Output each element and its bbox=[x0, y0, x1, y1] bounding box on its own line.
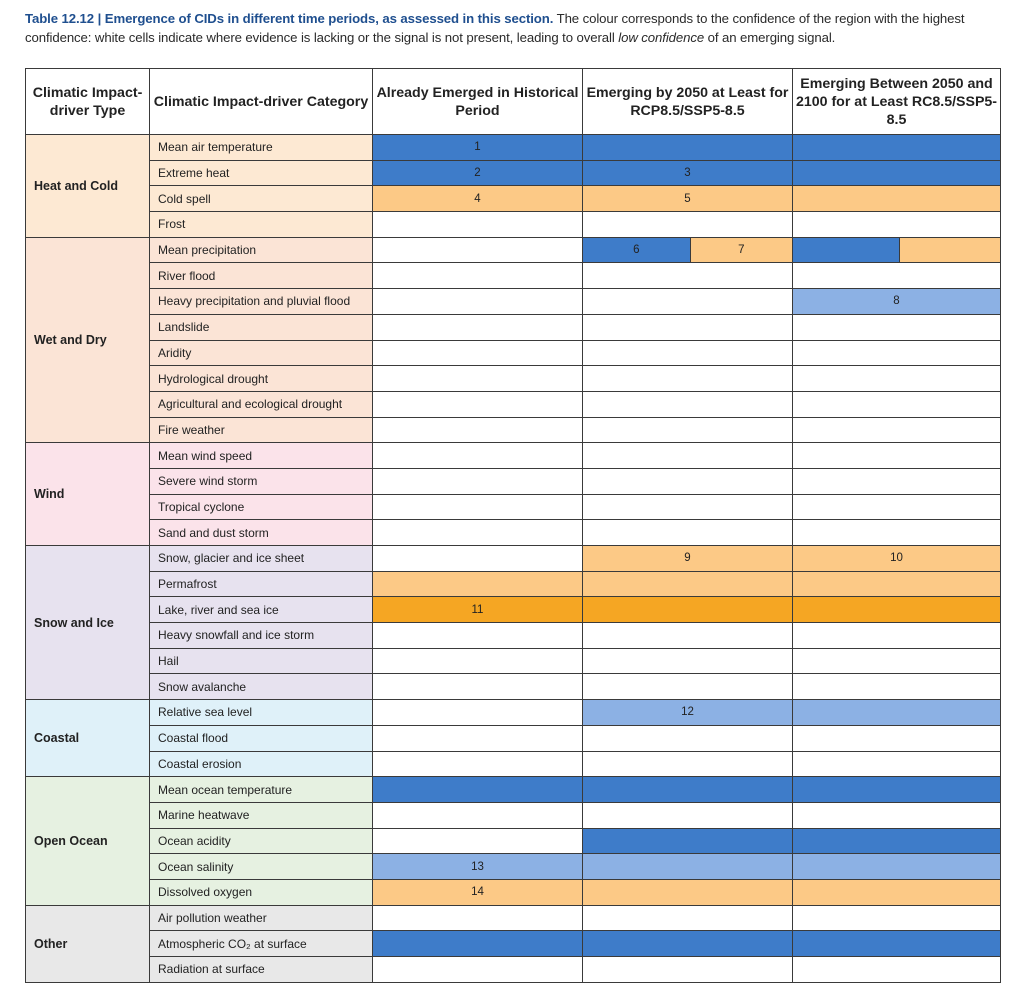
table-row bbox=[26, 571, 1001, 597]
cell-2050-2100 bbox=[793, 725, 1001, 751]
caption-emphasis: low confidence bbox=[618, 30, 705, 45]
cell-2050-2100 bbox=[793, 160, 1001, 186]
caption-text-1: The colour corresponds to the confidence of the region with the highest confidence: white cells indicate where evidence is lacking or the signal is not present, leading to overall bbox=[25, 11, 965, 45]
impact-driver-category: Snow, glacier and ice sheet bbox=[150, 546, 373, 572]
impact-driver-category: Ocean salinity bbox=[150, 854, 373, 880]
impact-driver-type: Wind bbox=[26, 443, 150, 546]
impact-driver-category: Heavy precipitation and pluvial flood bbox=[150, 289, 373, 315]
cell-historical bbox=[373, 340, 583, 366]
cell-by-2050 bbox=[583, 366, 793, 392]
impact-driver-type: Heat and Cold bbox=[26, 135, 150, 238]
cell-2050-2100 bbox=[793, 314, 1001, 340]
cell-historical bbox=[373, 777, 583, 803]
header-2050-2100: Emerging Between 2050 and 2100 for at Least RC8.5/SSP5-8.5 bbox=[793, 69, 1001, 135]
cell-historical bbox=[373, 391, 583, 417]
header-by-2050: Emerging by 2050 at Least for RCP8.5/SSP5-8.5 bbox=[583, 69, 793, 135]
header-category: Climatic Impact-driver Category bbox=[150, 69, 373, 135]
cell-2050-2100 bbox=[793, 700, 1001, 726]
cell-2050-2100 bbox=[793, 340, 1001, 366]
impact-driver-category: Radiation at surface bbox=[150, 957, 373, 983]
cell-historical bbox=[373, 289, 583, 315]
cell-historical bbox=[373, 520, 583, 546]
table-row bbox=[26, 340, 1001, 366]
cell-historical bbox=[373, 237, 583, 263]
cell-historical bbox=[373, 263, 583, 289]
cell-2050-2100 bbox=[793, 674, 1001, 700]
cell-2050-2100 bbox=[793, 879, 1001, 905]
impact-driver-category: Air pollution weather bbox=[150, 905, 373, 931]
cell-2050-2100 bbox=[793, 623, 1001, 649]
impact-driver-category: Permafrost bbox=[150, 571, 373, 597]
table-row bbox=[26, 212, 1001, 238]
cell-by-2050 bbox=[583, 571, 793, 597]
table-row bbox=[26, 494, 1001, 520]
table-body bbox=[26, 135, 1001, 983]
cell-historical bbox=[373, 700, 583, 726]
cell-by-2050 bbox=[583, 417, 793, 443]
cid-emergence-table-container bbox=[25, 68, 1001, 983]
cell-by-2050 bbox=[583, 777, 793, 803]
cell-historical: 13 bbox=[373, 854, 583, 880]
cell-historical: 4 bbox=[373, 186, 583, 212]
impact-driver-category: Landslide bbox=[150, 314, 373, 340]
cell-historical bbox=[373, 957, 583, 983]
cell-historical bbox=[373, 443, 583, 469]
table-row bbox=[26, 160, 1001, 186]
cell-historical bbox=[373, 546, 583, 572]
cell-split-left bbox=[793, 238, 899, 263]
impact-driver-category: Dissolved oxygen bbox=[150, 879, 373, 905]
table-row bbox=[26, 468, 1001, 494]
table-row bbox=[26, 674, 1001, 700]
table-row bbox=[26, 725, 1001, 751]
impact-driver-category: Tropical cyclone bbox=[150, 494, 373, 520]
table-row bbox=[26, 186, 1001, 212]
cell-by-2050 bbox=[583, 520, 793, 546]
cell-2050-2100 bbox=[793, 520, 1001, 546]
caption-lead: Table 12.12 | Emergence of CIDs in different time periods, as assessed in this section. bbox=[25, 11, 554, 26]
cid-emergence-table bbox=[25, 68, 1001, 983]
cell-2050-2100 bbox=[793, 905, 1001, 931]
cell-by-2050 bbox=[583, 802, 793, 828]
cell-historical: 11 bbox=[373, 597, 583, 623]
cell-2050-2100 bbox=[793, 468, 1001, 494]
cell-2050-2100 bbox=[793, 854, 1001, 880]
header-type: Climatic Impact-driver Type bbox=[26, 69, 150, 135]
impact-driver-category: Cold spell bbox=[150, 186, 373, 212]
cell-historical: 1 bbox=[373, 135, 583, 161]
impact-driver-category: Coastal erosion bbox=[150, 751, 373, 777]
cell-2050-2100: 10 bbox=[793, 546, 1001, 572]
cell-historical bbox=[373, 905, 583, 931]
table-row bbox=[26, 648, 1001, 674]
table-row bbox=[26, 366, 1001, 392]
cell-2050-2100 bbox=[793, 571, 1001, 597]
cell-by-2050 bbox=[583, 237, 793, 263]
cell-by-2050 bbox=[583, 854, 793, 880]
cell-historical bbox=[373, 366, 583, 392]
cell-by-2050 bbox=[583, 674, 793, 700]
cell-by-2050 bbox=[583, 494, 793, 520]
cell-by-2050 bbox=[583, 314, 793, 340]
cell-historical bbox=[373, 623, 583, 649]
cell-2050-2100 bbox=[793, 802, 1001, 828]
impact-driver-type: Wet and Dry bbox=[26, 237, 150, 443]
header-row bbox=[26, 69, 1001, 135]
table-caption bbox=[25, 9, 1010, 47]
cell-historical bbox=[373, 674, 583, 700]
cell-2050-2100 bbox=[793, 957, 1001, 983]
cell-by-2050 bbox=[583, 648, 793, 674]
table-row bbox=[26, 802, 1001, 828]
cell-historical bbox=[373, 212, 583, 238]
impact-driver-category: River flood bbox=[150, 263, 373, 289]
impact-driver-category: Marine heatwave bbox=[150, 802, 373, 828]
cell-2050-2100 bbox=[793, 263, 1001, 289]
impact-driver-category: Agricultural and ecological drought bbox=[150, 391, 373, 417]
cell-historical bbox=[373, 931, 583, 957]
cell-2050-2100 bbox=[793, 417, 1001, 443]
cell-2050-2100 bbox=[793, 777, 1001, 803]
cell-by-2050 bbox=[583, 391, 793, 417]
table-row bbox=[26, 263, 1001, 289]
cell-historical bbox=[373, 751, 583, 777]
table-row bbox=[26, 391, 1001, 417]
impact-driver-category: Atmospheric CO₂ at surface bbox=[150, 931, 373, 957]
cell-2050-2100: 8 bbox=[793, 289, 1001, 315]
table-row bbox=[26, 751, 1001, 777]
impact-driver-category: Heavy snowfall and ice storm bbox=[150, 623, 373, 649]
caption-text-2: of an emerging signal. bbox=[704, 30, 836, 45]
cell-by-2050 bbox=[583, 597, 793, 623]
cell-historical bbox=[373, 494, 583, 520]
cell-historical: 2 bbox=[373, 160, 583, 186]
impact-driver-category: Frost bbox=[150, 212, 373, 238]
table-row bbox=[26, 854, 1001, 880]
cell-historical bbox=[373, 571, 583, 597]
cell-by-2050: 3 bbox=[583, 160, 793, 186]
impact-driver-category: Relative sea level bbox=[150, 700, 373, 726]
impact-driver-category: Mean wind speed bbox=[150, 443, 373, 469]
cell-2050-2100 bbox=[793, 828, 1001, 854]
table-row bbox=[26, 957, 1001, 983]
cell-by-2050 bbox=[583, 623, 793, 649]
table-row bbox=[26, 931, 1001, 957]
cell-by-2050: 5 bbox=[583, 186, 793, 212]
cell-2050-2100 bbox=[793, 366, 1001, 392]
cell-2050-2100 bbox=[793, 443, 1001, 469]
cell-by-2050 bbox=[583, 443, 793, 469]
table-row bbox=[26, 879, 1001, 905]
impact-driver-type: Coastal bbox=[26, 700, 150, 777]
table-row bbox=[26, 135, 1001, 161]
cell-by-2050 bbox=[583, 135, 793, 161]
impact-driver-type: Snow and Ice bbox=[26, 546, 150, 700]
cell-2050-2100 bbox=[793, 597, 1001, 623]
table-row bbox=[26, 546, 1001, 572]
header-historical: Already Emerged in Historical Period bbox=[373, 69, 583, 135]
cell-by-2050 bbox=[583, 957, 793, 983]
cell-2050-2100 bbox=[793, 135, 1001, 161]
cell-historical bbox=[373, 468, 583, 494]
impact-driver-category: Mean air temperature bbox=[150, 135, 373, 161]
impact-driver-type: Other bbox=[26, 905, 150, 982]
cell-historical: 14 bbox=[373, 879, 583, 905]
table-row bbox=[26, 623, 1001, 649]
cell-2050-2100 bbox=[793, 391, 1001, 417]
impact-driver-category: Lake, river and sea ice bbox=[150, 597, 373, 623]
cell-by-2050 bbox=[583, 340, 793, 366]
table-row bbox=[26, 597, 1001, 623]
table-row bbox=[26, 314, 1001, 340]
cell-by-2050 bbox=[583, 289, 793, 315]
impact-driver-category: Hail bbox=[150, 648, 373, 674]
cell-historical bbox=[373, 828, 583, 854]
cell-2050-2100 bbox=[793, 931, 1001, 957]
impact-driver-category: Mean precipitation bbox=[150, 237, 373, 263]
cell-by-2050 bbox=[583, 263, 793, 289]
cell-historical bbox=[373, 802, 583, 828]
cell-by-2050 bbox=[583, 828, 793, 854]
cell-historical bbox=[373, 725, 583, 751]
impact-driver-category: Fire weather bbox=[150, 417, 373, 443]
table-row bbox=[26, 417, 1001, 443]
cell-split-right bbox=[899, 238, 1000, 263]
impact-driver-category: Ocean acidity bbox=[150, 828, 373, 854]
table-row bbox=[26, 520, 1001, 546]
cell-by-2050: 9 bbox=[583, 546, 793, 572]
table-row bbox=[26, 289, 1001, 315]
cell-2050-2100 bbox=[793, 237, 1001, 263]
cell-by-2050 bbox=[583, 879, 793, 905]
impact-driver-category: Severe wind storm bbox=[150, 468, 373, 494]
cell-by-2050 bbox=[583, 725, 793, 751]
impact-driver-type: Open Ocean bbox=[26, 777, 150, 905]
impact-driver-category: Snow avalanche bbox=[150, 674, 373, 700]
impact-driver-category: Extreme heat bbox=[150, 160, 373, 186]
impact-driver-category: Sand and dust storm bbox=[150, 520, 373, 546]
table-row bbox=[26, 905, 1001, 931]
cell-historical bbox=[373, 314, 583, 340]
impact-driver-category: Aridity bbox=[150, 340, 373, 366]
cell-by-2050 bbox=[583, 468, 793, 494]
cell-2050-2100 bbox=[793, 212, 1001, 238]
cell-split-left: 6 bbox=[583, 238, 690, 263]
cell-2050-2100 bbox=[793, 494, 1001, 520]
cell-2050-2100 bbox=[793, 751, 1001, 777]
impact-driver-category: Mean ocean temperature bbox=[150, 777, 373, 803]
impact-driver-category: Coastal flood bbox=[150, 725, 373, 751]
table-row bbox=[26, 828, 1001, 854]
impact-driver-category: Hydrological drought bbox=[150, 366, 373, 392]
cell-split-right: 7 bbox=[690, 238, 792, 263]
table-row bbox=[26, 777, 1001, 803]
cell-by-2050 bbox=[583, 905, 793, 931]
table-row bbox=[26, 237, 1001, 263]
cell-2050-2100 bbox=[793, 648, 1001, 674]
table-row bbox=[26, 443, 1001, 469]
cell-by-2050 bbox=[583, 931, 793, 957]
cell-by-2050 bbox=[583, 212, 793, 238]
cell-by-2050: 12 bbox=[583, 700, 793, 726]
cell-historical bbox=[373, 648, 583, 674]
cell-by-2050 bbox=[583, 751, 793, 777]
table-row bbox=[26, 700, 1001, 726]
cell-2050-2100 bbox=[793, 186, 1001, 212]
cell-historical bbox=[373, 417, 583, 443]
